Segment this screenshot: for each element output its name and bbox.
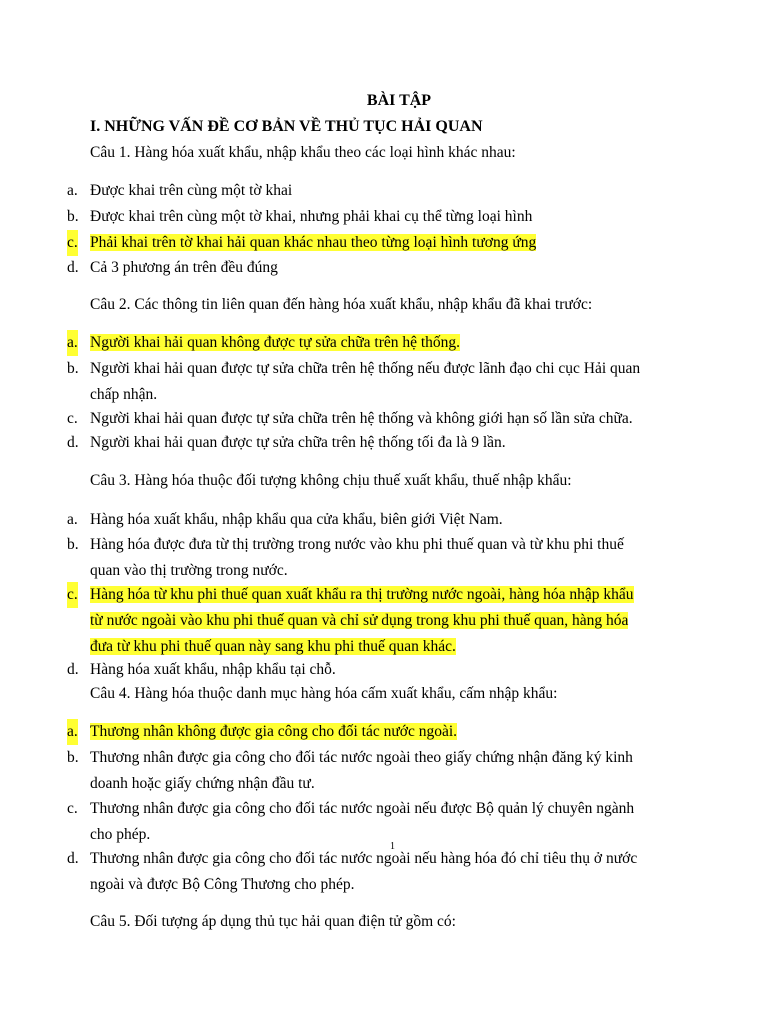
option-text-line-2: quan vào thị trường trong nước. [90,562,288,579]
option-letter: d. [67,259,79,276]
option-text-line-1: Hàng hóa từ khu phi thuế quan xuất khẩu ra thị trường nước ngoài, hàng hóa nhập khẩu [90,586,634,603]
option-letter: a. [67,719,78,745]
option-text-line-1: Hàng hóa được đưa từ thị trường trong nước vào khu phi thuế quan và từ khu phi thuế [90,536,624,553]
question-1-option-c [67,230,707,256]
question-4-option-c [67,796,707,848]
question-1: Câu 1. Hàng hóa xuất khẩu, nhập khẩu theo các loại hình khác nhau: [90,144,516,161]
option-letter: d. [67,434,79,451]
option-text: Người khai hải quan được tự sửa chữa trên hệ thống và không giới hạn số lần sửa chữa. [90,410,633,427]
option-text-line-2: từ nước ngoài vào khu phi thuế quan và chỉ sử dụng trong khu phi thuế quan, hàng hóa [90,612,629,629]
option-text: Hàng hóa xuất khẩu, nhập khẩu qua cửa khẩu, biên giới Việt Nam. [90,511,503,528]
option-text-line-2: chấp nhận. [90,386,158,403]
option-letter: b. [67,749,79,766]
option-letter: c. [67,410,78,427]
option-text-line-1: Người khai hải quan được tự sửa chữa trên hệ thống nếu được lãnh đạo chi cục Hải quan [90,360,641,377]
question-2-option-a [67,330,707,356]
question-1-option-d [67,255,707,281]
option-letter: d. [67,661,79,678]
question-1-option-a [67,178,707,204]
question-5: Câu 5. Đối tượng áp dụng thủ tục hải quan điện tử gồm có: [90,913,456,930]
option-text: Cả 3 phương án trên đều đúng [90,259,278,276]
question-4-option-b [67,745,707,797]
option-letter: a. [67,330,78,356]
question-1-option-b [67,204,707,230]
page-number: 1 [390,841,395,852]
option-letter: b. [67,208,79,225]
option-text-line-2: ngoài và được Bộ Công Thương cho phép. [90,876,355,893]
question-2-option-b [67,356,707,408]
question-2: Câu 2. Các thông tin liên quan đến hàng hóa xuất khẩu, nhập khẩu đã khai trước: [90,296,593,313]
question-3-option-c [67,582,707,660]
option-text-line-1: Thương nhân được gia công cho đối tác nước ngoài nếu được Bộ quản lý chuyên ngành [90,800,635,817]
option-text-highlighted: Thương nhân không được gia công cho đối tác nước ngoài. [90,723,458,740]
question-3-option-d [67,657,707,683]
option-letter: a. [67,182,78,199]
question-3-option-a [67,507,707,533]
option-letter: d. [67,850,79,867]
option-letter: b. [67,360,79,377]
question-3: Câu 3. Hàng hóa thuộc đối tượng không chịu thuế xuất khẩu, thuế nhập khẩu: [90,472,572,489]
option-text: Được khai trên cùng một tờ khai, nhưng phải khai cụ thể từng loại hình [90,208,533,225]
option-text: Hàng hóa xuất khẩu, nhập khẩu tại chỗ. [90,661,336,678]
option-text-highlighted: Phải khai trên tờ khai hải quan khác nhau theo từng loại hình tương ứng [90,234,537,251]
question-3-option-b [67,532,707,584]
question-2-option-d [67,430,707,456]
option-text-line-1: Thương nhân được gia công cho đối tác nước ngoài theo giấy chứng nhận đăng ký kinh [90,749,633,766]
question-2-option-c [67,406,707,432]
option-text-line-2: doanh hoặc giấy chứng nhận đầu tư. [90,775,315,792]
option-text-line-3: đưa từ khu phi thuế quan này sang khu phi thuế quan khác. [90,638,456,655]
option-letter: c. [67,230,78,256]
section-heading: I. NHỮNG VẤN ĐỀ CƠ BẢN VỀ THỦ TỤC HẢI QUAN [90,118,483,135]
question-4-option-d [67,846,707,898]
option-text-line-1: Thương nhân được gia công cho đối tác nước ngoài nếu hàng hóa đó chỉ tiêu thụ ở nước [90,850,638,867]
option-text-line-2: cho phép. [90,826,151,843]
option-letter: a. [67,511,78,528]
question-4-option-a [67,719,707,745]
option-letter: c. [67,582,78,608]
option-text: Được khai trên cùng một tờ khai [90,182,293,199]
option-text: Người khai hải quan được tự sửa chữa trên hệ thống tối đa là 9 lần. [90,434,506,451]
option-letter: b. [67,536,79,553]
option-text-highlighted: Người khai hải quan không được tự sửa chữa trên hệ thống. [90,334,461,351]
option-letter: c. [67,800,78,817]
document-title: BÀI TẬP [366,92,432,109]
question-4: Câu 4. Hàng hóa thuộc danh mục hàng hóa cấm xuất khẩu, cấm nhập khẩu: [90,685,558,702]
